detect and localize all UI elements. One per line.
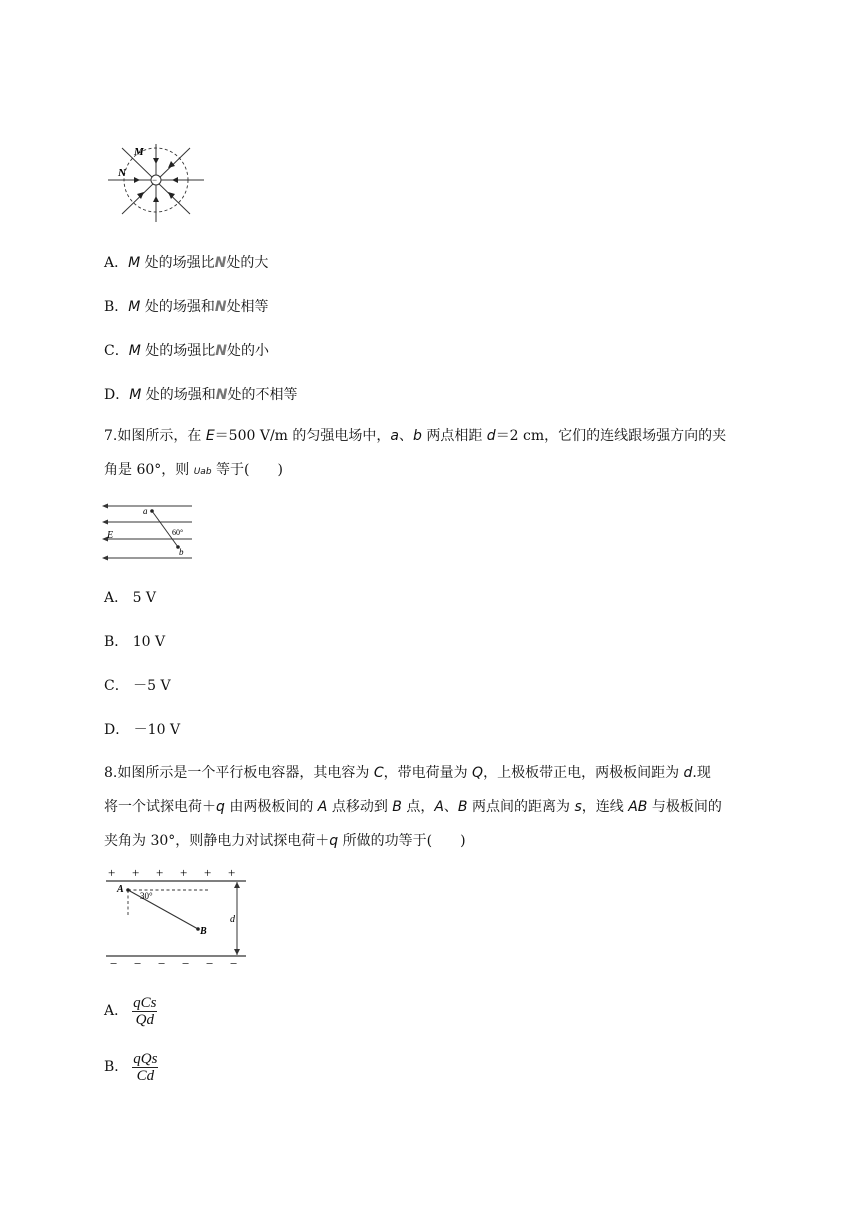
fraction: $\frac{\text{qQs}}{Cd}$ bbox=[133, 1050, 158, 1084]
q6-option-d: D．M 处的场强和N处的不相等 bbox=[104, 387, 298, 403]
svg-text:+: + bbox=[180, 866, 188, 880]
q8-option-a: A． $\frac{\text{qCs}}{Qd}$ bbox=[104, 994, 157, 1028]
svg-text:d: d bbox=[230, 914, 235, 925]
svg-text:a: a bbox=[143, 506, 148, 516]
svg-text:−: − bbox=[158, 956, 166, 970]
fraction: $\frac{\text{qCs}}{Qd}$ bbox=[133, 994, 157, 1028]
q6-option-a: A．M 处的场强比N处的大 bbox=[104, 255, 269, 271]
q8-option-b: B． $\frac{\text{qQs}}{Cd}$ bbox=[104, 1050, 158, 1084]
q7-field-figure bbox=[100, 500, 196, 566]
q7-option-b: B． 10 V bbox=[104, 634, 166, 650]
svg-text:−: − bbox=[134, 956, 142, 970]
svg-text:+: + bbox=[156, 866, 164, 880]
svg-text:+: + bbox=[228, 866, 236, 880]
svg-text:+: + bbox=[132, 866, 140, 880]
svg-text:60°: 60° bbox=[172, 528, 184, 537]
q7-option-d: D． －10 V bbox=[104, 722, 181, 738]
svg-text:E: E bbox=[107, 530, 114, 541]
svg-text:N: N bbox=[118, 167, 126, 179]
q7-option-a: A． 5 V bbox=[104, 590, 157, 606]
svg-text:−: − bbox=[182, 956, 190, 970]
q8-stem: 8.如图所示是一个平行板电容器，其电容为 C，带电荷量为 Q，上极板带正电，两极板间距为 d.现 将一个试探电荷＋q 由两极板间的 A 点移动到 B 点，A、B 两点间的距离为 s，连线 AB 与极板间的 夹角为 30°，则静电力对试探电荷＋q 所做的功等于( ) bbox=[104, 765, 722, 849]
svg-text:b: b bbox=[179, 547, 184, 557]
svg-text:B: B bbox=[200, 926, 207, 937]
q7-option-c: C． －5 V bbox=[104, 678, 171, 694]
svg-text:−: − bbox=[230, 956, 238, 970]
q7-stem: 7.如图所示，在 E＝500 V/m 的匀强电场中，a、b 两点相距 d＝2 cm，它们的连线跟场强方向的夹 角是 60°，则 Uab 等于( ) bbox=[104, 428, 727, 478]
svg-text:−: − bbox=[110, 956, 118, 970]
svg-text:+: + bbox=[108, 866, 116, 880]
q8-capacitor-figure bbox=[104, 866, 248, 970]
svg-text:−: − bbox=[152, 175, 158, 185]
q6-option-c: C．M 处的场强比N处的小 bbox=[104, 343, 269, 359]
q6-option-b: B．M 处的场强和N处相等 bbox=[104, 299, 269, 315]
svg-text:M: M bbox=[134, 146, 144, 158]
svg-text:30°: 30° bbox=[140, 891, 153, 901]
svg-text:−: − bbox=[206, 956, 214, 970]
q6-field-figure bbox=[108, 144, 204, 226]
svg-text:A: A bbox=[117, 884, 124, 895]
svg-text:+: + bbox=[204, 866, 212, 880]
